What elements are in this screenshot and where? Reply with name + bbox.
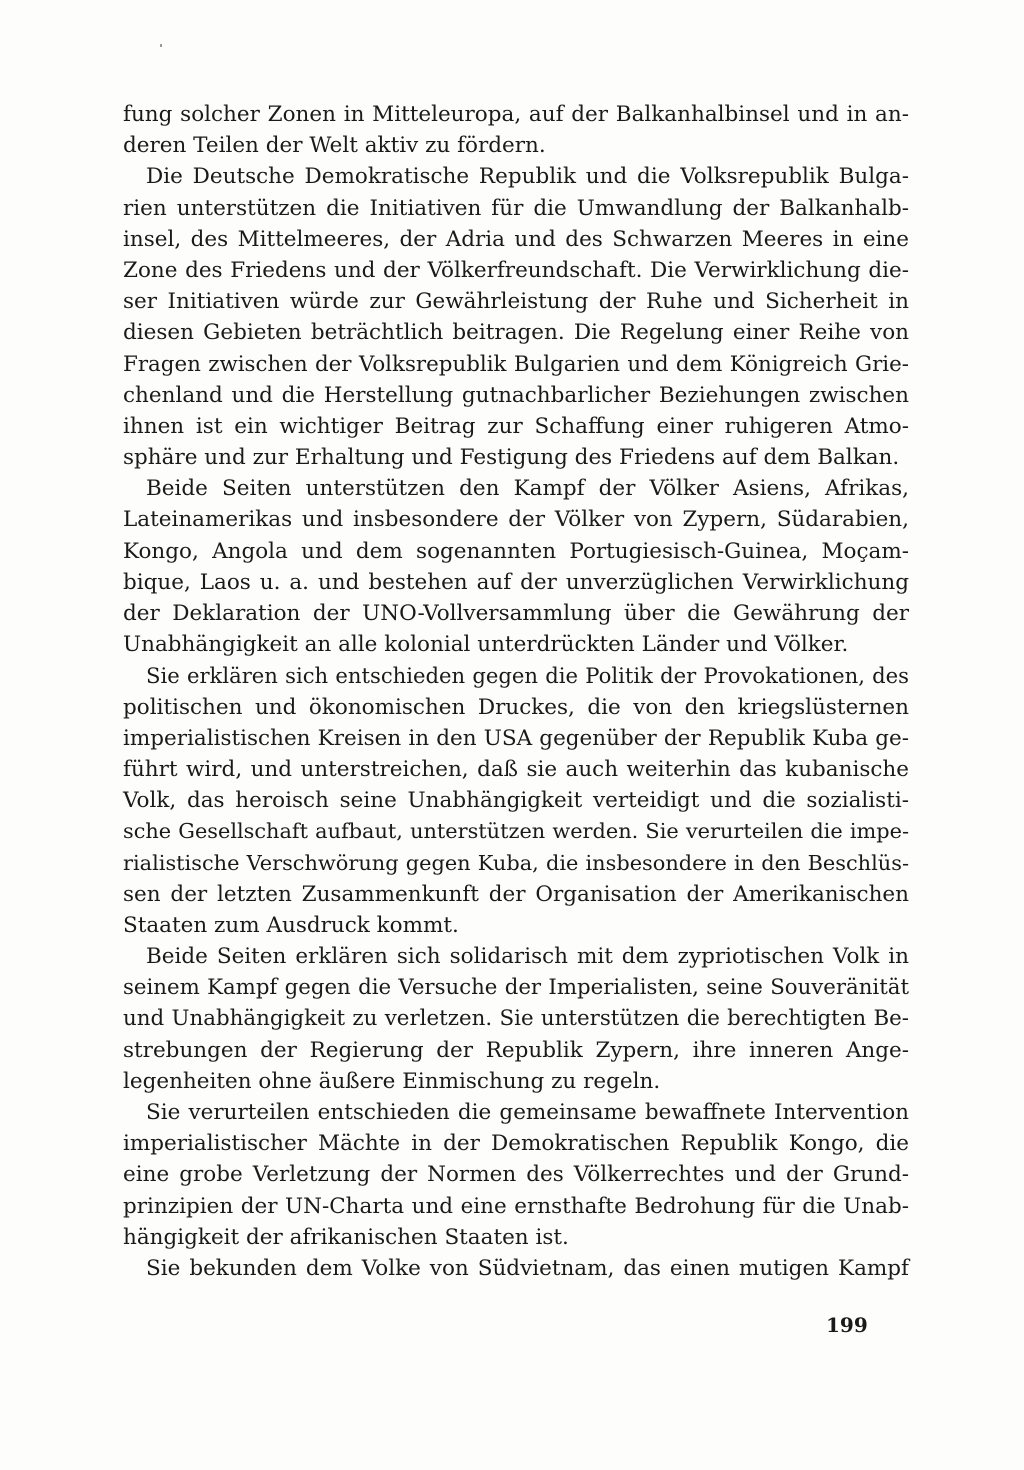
text-line: legenheiten ohne äußere Einmischung zu regeln. — [123, 1068, 661, 1094]
paragraph-2 — [123, 161, 909, 473]
text-line: strebungen der Regierung der Republik Zypern, ihre inneren Ange- — [123, 1037, 909, 1063]
text-line: sche Gesellschaft aufbaut, unterstützen werden. Sie verurteilen die impe- — [123, 819, 909, 844]
text-line: chenland und die Herstellung gutnachbarlicher Beziehungen zwischen — [123, 382, 909, 408]
text-line: Sie verurteilen entschieden die gemeinsame bewaffnete Intervention — [146, 1100, 909, 1125]
text-line: eine grobe Verletzung der Normen des Völkerrechtes und der Grund- — [123, 1162, 909, 1188]
paragraph-6 — [123, 1097, 909, 1253]
paragraph-7 — [123, 1253, 909, 1284]
text-line: ihnen ist ein wichtiger Beitrag zur Schaffung einer ruhigeren Atmo- — [123, 413, 909, 439]
page-number: 199 — [826, 1313, 868, 1337]
text-line: Unabhängigkeit an alle kolonial unterdrückten Länder und Völker. — [123, 632, 849, 658]
text-line: sen der letzten Zusammenkunft der Organisation der Amerikanischen — [123, 881, 909, 907]
text-line: und Unabhängigkeit zu verletzen. Sie unterstützen die berechtigten Be- — [123, 1006, 909, 1032]
text-line: Volk, das heroisch seine Unabhängigkeit verteidigt und die sozialisti- — [123, 788, 909, 814]
text-line: imperialistischer Mächte in der Demokratischen Republik Kongo, die — [123, 1131, 909, 1157]
text-line: fung solcher Zonen in Mitteleuropa, auf der Balkanhalbinsel und in an- — [123, 102, 909, 127]
text-line: diesen Gebieten beträchtlich beitragen. Die Regelung einer Reihe von — [123, 320, 909, 346]
text-line: deren Teilen der Welt aktiv zu fördern. — [123, 133, 546, 159]
scan-speck — [160, 44, 162, 47]
text-line: führt wird, und unterstreichen, daß sie auch weiterhin das kubanische — [123, 756, 909, 782]
text-line: Fragen zwischen der Volksrepublik Bulgarien und dem Königreich Grie- — [123, 351, 909, 377]
paragraph-1 — [123, 99, 909, 161]
text-line: insel, des Mittelmeeres, der Adria und des Schwarzen Meeres in eine — [123, 226, 909, 252]
text-line: politischen und ökonomischen Druckes, die von den kriegslüsternen — [123, 694, 909, 720]
text-line: hängigkeit der afrikanischen Staaten ist. — [123, 1224, 569, 1250]
text-line: ser Initiativen würde zur Gewährleistung der Ruhe und Sicherheit in — [123, 289, 909, 315]
text-line: bique, Laos u. a. und bestehen auf der unverzüglichen Verwirklichung — [123, 569, 909, 595]
paragraph-4 — [123, 660, 909, 941]
text-line: Lateinamerikas und insbesondere der Völker von Zypern, Südarabien, — [123, 507, 909, 533]
text-line: Kongo, Angola und dem sogenannten Portugiesisch-Guinea, Moçam- — [123, 538, 909, 564]
text-line: Die Deutsche Demokratische Republik und die Volksrepublik Bulga- — [146, 164, 909, 190]
paragraph-3 — [123, 473, 909, 660]
text-line: rialistische Verschwörung gegen Kuba, die insbesondere in den Beschlüs- — [123, 850, 909, 875]
text-line: Sie erklären sich entschieden gegen die Politik der Provokationen, des — [146, 663, 909, 689]
text-line: imperialistischen Kreisen in den USA gegenüber der Republik Kuba ge- — [123, 725, 909, 751]
text-line: Staaten zum Ausdruck kommt. — [123, 912, 459, 938]
text-line: Zone des Friedens und der Völkerfreundschaft. Die Verwirklichung die- — [123, 257, 909, 283]
text-line: sphäre und zur Erhaltung und Festigung des Friedens auf dem Balkan. — [123, 445, 900, 471]
body-text — [123, 99, 909, 1284]
paragraph-5 — [123, 941, 909, 1097]
text-line: prinzipien der UN-Charta und eine ernsthafte Bedrohung für die Unab- — [123, 1193, 909, 1219]
text-line: Beide Seiten unterstützen den Kampf der Völker Asiens, Afrikas, — [146, 476, 909, 502]
text-line: Sie bekunden dem Volke von Südvietnam, das einen mutigen Kampf — [146, 1255, 909, 1281]
text-line: Beide Seiten erklären sich solidarisch mit dem zypriotischen Volk in — [146, 944, 909, 970]
text-line: seinem Kampf gegen die Versuche der Imperialisten, seine Souveränität — [123, 975, 909, 1001]
text-line: der Deklaration der UNO-Vollversammlung über die Gewährung der — [123, 601, 909, 626]
text-line: rien unterstützen die Initiativen für die Umwandlung der Balkanhalb- — [123, 195, 909, 221]
